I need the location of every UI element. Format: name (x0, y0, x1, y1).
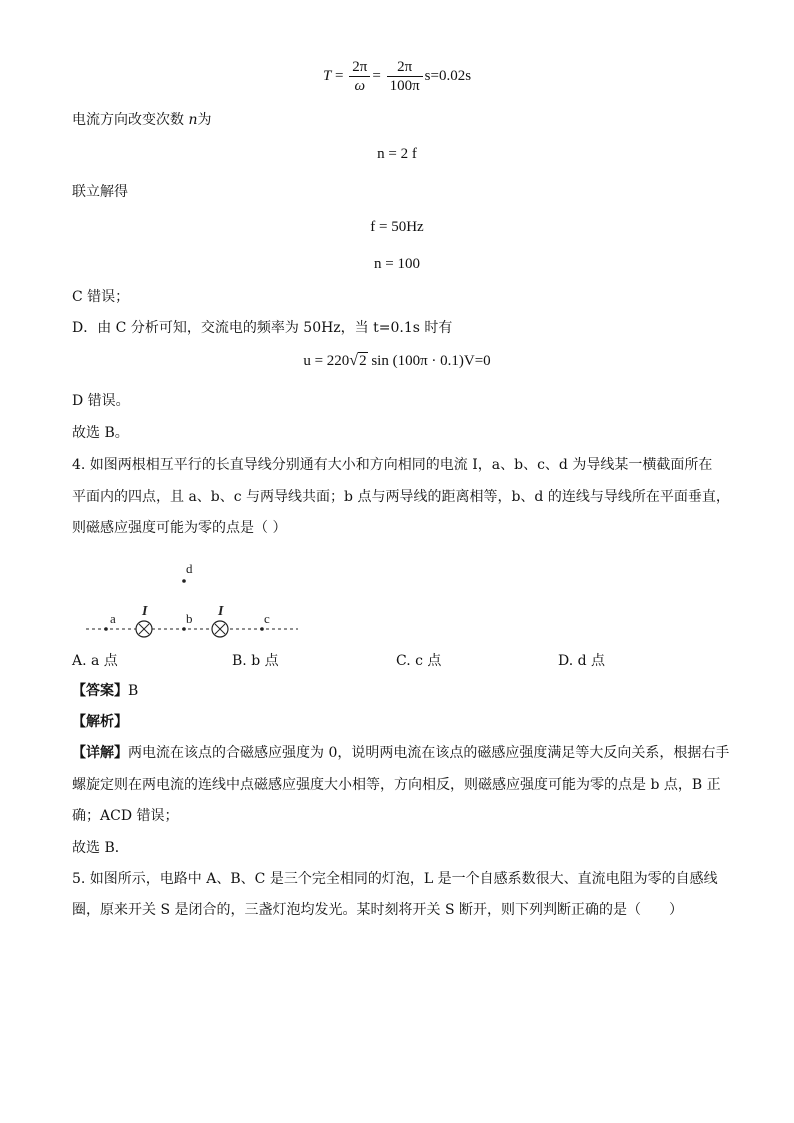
detail-line-2: 螺旋定则在两电流的连线中点磁感应强度大小相等，方向相反，则磁感应强度可能为零的点是 b 点，B 正 (72, 777, 721, 793)
period-result: s=0.02s (424, 67, 472, 84)
equation-n-2f: n = 2 f (377, 146, 417, 162)
label-d: d (186, 561, 193, 576)
equation-u-prefix: u = 220 (303, 353, 350, 369)
point-b-dot (182, 627, 186, 631)
detail-line-3: 确；ACD 错误； (72, 808, 179, 824)
wire-1-icon (136, 621, 152, 637)
fraction-numerator: 2π (349, 58, 370, 77)
text-n-intro-suffix: 为 (197, 112, 212, 128)
current-label-2: I (218, 604, 224, 619)
period-equation: T = $\frac{2\pi}{\omega}$ = $\frac{2\pi}{100\pi}$ s=0.02s (322, 59, 472, 94)
label-a: a (110, 611, 116, 626)
text-joint-solve: 联立解得 (72, 184, 128, 200)
q5-line-1: 5. 如图所示，电路中 A、B、C 是三个完全相同的灯泡，L 是一个自感系数很大、直流电阻为零的自感线 (72, 871, 718, 887)
text-n-intro (72, 110, 211, 130)
equation-u: u = 220√2 sin (100π · 0.1)V=0 (303, 352, 491, 369)
fraction-2pi-omega (349, 58, 370, 95)
wire-2-icon (212, 621, 228, 637)
analysis-tag: 【解析】 (72, 714, 128, 730)
equation-u-suffix: sin (100π · 0.1)V=0 (371, 353, 491, 369)
answer-line (72, 681, 138, 701)
text-c-wrong: C 错误； (72, 289, 130, 305)
text-n-variable: n (188, 112, 198, 128)
period-symbol: T (322, 67, 332, 84)
two-wires-figure (80, 555, 310, 645)
detail-tag: 【详解】 (72, 745, 128, 761)
fraction-denominator: ω (354, 78, 366, 94)
detail-line-1 (72, 743, 729, 763)
fraction-numerator: 2π (387, 58, 423, 77)
answer-tag: 【答案】 (72, 683, 128, 699)
point-a-dot (104, 627, 108, 631)
q4-line-2: 平面内的四点，且 a、b、c 与两导线共面；b 点与两导线的距离相等，b、d 的连线与导线所在平面垂直， (72, 489, 730, 505)
current-label-1: I (142, 604, 148, 619)
point-c-dot (260, 627, 264, 631)
text-choose-b-2: 故选 B． (72, 840, 129, 856)
equation-n-100: n = 100 (374, 256, 420, 272)
q5-line-2: 圈，原来开关 S 是闭合的，三盏灯泡均发光。某时刻将开关 S 断开，则下列判断正确的是（ ） (72, 902, 683, 918)
text-d-wrong: D 错误。 (72, 393, 130, 409)
analysis-line (72, 712, 128, 732)
label-c: c (264, 611, 270, 626)
text-choose-b: 故选 B。 (72, 425, 129, 441)
option-a: A. a 点 (72, 653, 118, 669)
answer-value: B (128, 683, 139, 699)
option-b: B. b 点 (232, 653, 279, 669)
option-d: D. d 点 (558, 653, 606, 669)
equation-u-root: 2 (359, 353, 367, 369)
equation-f-50hz: f = 50Hz (370, 219, 424, 235)
q4-line-1: 4. 如图两根相互平行的长直导线分别通有大小和方向相同的电流 I，a、b、c、d 为导线某一横截面所在 (72, 457, 713, 473)
fraction-denominator: 100π (389, 78, 420, 94)
fraction-2pi-100pi (387, 58, 423, 95)
label-b: b (186, 611, 193, 626)
q4-line-3: 则磁感应强度可能为零的点是（ ） (72, 520, 287, 536)
text-n-intro-prefix: 电流方向改变次数 (72, 112, 184, 128)
text-d-analysis: D．由 C 分析可知，交流电的频率为 50Hz，当 t=0.1s 时有 (72, 320, 453, 336)
detail-text-1: 两电流在该点的合磁感应强度为 0，说明两电流在该点的磁感应强度满足等大反向关系，根据右手 (128, 745, 730, 761)
option-c: C. c 点 (396, 653, 442, 669)
point-d-dot (182, 579, 186, 583)
